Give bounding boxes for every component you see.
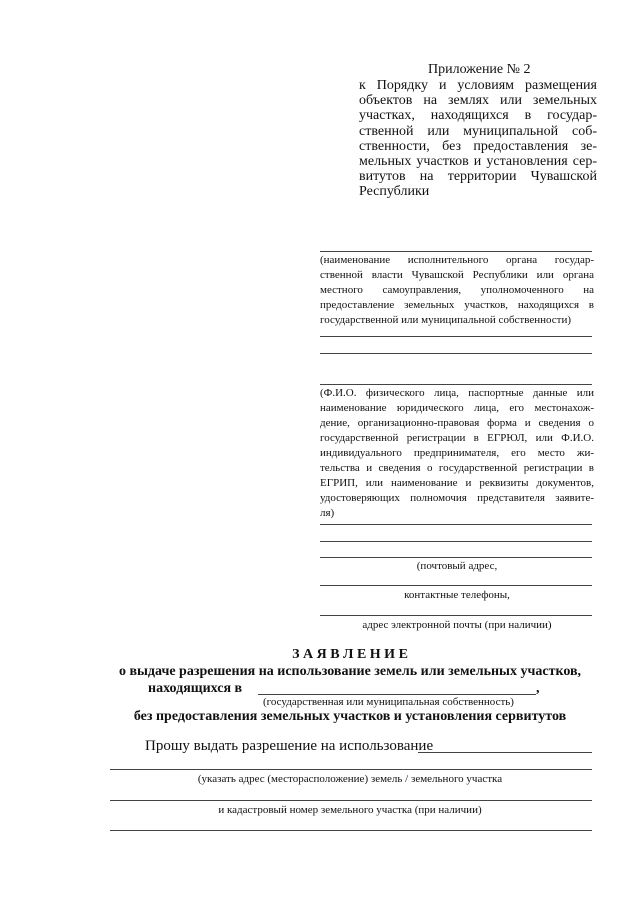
applicant-field[interactable] [320, 541, 592, 542]
applicant-caption-line: индивидуального предпринимателя, его место жи- [320, 447, 594, 459]
appendix-text [359, 78, 597, 200]
ownership-comma: , [536, 681, 540, 696]
organ-caption-line: (наименование исполнительного органа государ- [320, 254, 594, 266]
organ-caption-line: государственной или муниципальной собственности) [320, 314, 572, 326]
applicant-caption-line: дение, организационно-правовая форма и сведения о [320, 417, 594, 429]
applicant-field[interactable] [320, 524, 592, 525]
appendix-line: витутов на территории Чувашской [359, 169, 597, 185]
appendix-line: объектов на землях или земельных [359, 93, 597, 109]
organ-name-field[interactable] [320, 251, 592, 252]
appendix-line: к Порядку и условиям размещения [359, 78, 597, 93]
appendix-line: ственной или муниципальной соб- [359, 123, 597, 139]
applicant-caption-line: (Ф.И.О. физического лица, паспортные данные или [320, 387, 594, 399]
applicant-caption-line: наименование юридического лица, его местонахож- [320, 402, 594, 414]
organ-caption-line: местного самоуправления, уполномоченного на [320, 284, 594, 296]
appendix-line: участках, находящихся в государ- [359, 108, 597, 124]
applicant-field[interactable] [320, 557, 592, 558]
applicant-field[interactable] [320, 384, 592, 385]
statement-ownership-line [148, 681, 242, 697]
appendix-line: ственности, без предоставления зе- [359, 138, 597, 154]
ownership-caption: (государственная или муниципальная собственность) [263, 696, 514, 708]
statement-title: З А Я В Л Е Н И Е [292, 647, 408, 662]
statement-subtitle-2: без предоставления земельных участков и установления сервитутов [133, 709, 567, 724]
organ-caption [320, 253, 594, 328]
land-address-caption: (указать адрес (месторасположение) земель / земельного участка [197, 773, 503, 785]
appendix-line: мельных участков и установления сер- [359, 154, 597, 170]
appendix-line: Республики [359, 184, 430, 200]
applicant-caption [320, 386, 594, 521]
appendix-title: Приложение № 2 [428, 62, 531, 77]
cadastral-field[interactable] [110, 800, 592, 801]
land-address-field[interactable] [110, 769, 592, 770]
cadastral-field[interactable] [110, 830, 592, 831]
cadastral-caption: и кадастровый номер земельного участка (при наличии) [218, 804, 482, 816]
organ-caption-line: предоставление земельных участков, находящихся в [320, 299, 594, 311]
phones-caption: контактные телефоны, [404, 589, 510, 601]
ownership-prefix: находящихся в [148, 681, 243, 696]
applicant-caption-line: ля) [320, 507, 335, 519]
applicant-caption-line: тельства и сведения о государственной регистрации в [320, 462, 594, 474]
request-field[interactable] [418, 752, 592, 753]
applicant-caption-line: удостоверяющих полномочия представителя заявите- [320, 492, 594, 504]
organ-name-field[interactable] [320, 336, 592, 337]
statement-subtitle: о выдаче разрешения на использование земель или земельных участков, [118, 664, 582, 679]
postal-address-field[interactable] [320, 585, 592, 586]
phones-field[interactable] [320, 615, 592, 616]
postal-address-caption: (почтовый адрес, [416, 560, 498, 572]
request-text: Прошу выдать разрешение на использование [145, 738, 434, 754]
applicant-caption-line: ЕГРИП, или наименование и реквизиты документов, [320, 477, 594, 489]
email-caption: адрес электронной почты (при наличии) [362, 619, 552, 631]
organ-caption-line: ственной власти Чувашской Республики или органа [320, 269, 594, 281]
applicant-caption-line: государственной регистрации в ЕГРЮЛ, или Ф.И.О. [320, 432, 594, 444]
organ-name-field[interactable] [320, 353, 592, 354]
